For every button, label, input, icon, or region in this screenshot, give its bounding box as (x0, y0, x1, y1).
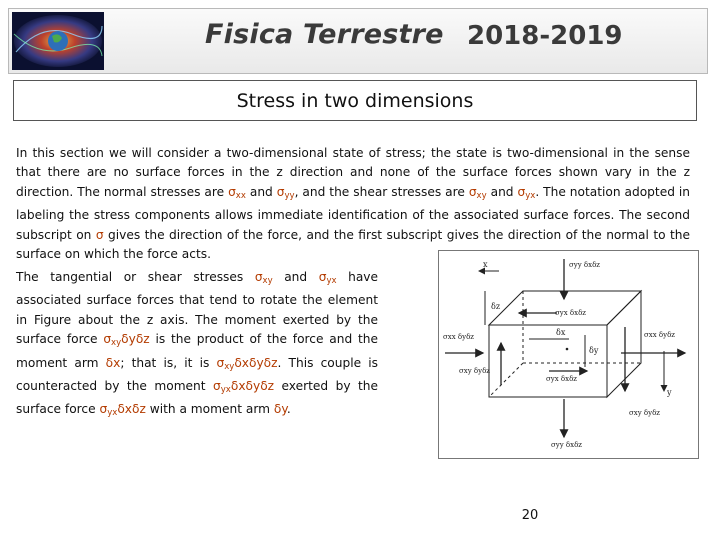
label-dy: δy (589, 346, 599, 355)
text-run: gives the direction of the force, and the first subscript gives the direction of the normal to the surface on which the force acts. (16, 227, 691, 262)
label-axis-y: y (667, 388, 672, 397)
stress-symbol: $\sigma_{xx}$ (228, 184, 246, 201)
label-axis-x: x (483, 260, 488, 269)
force-expression: $\sigma_{xy}\delta y\delta z$ (103, 332, 150, 349)
text-run: . This couple is counteracted by the moment (16, 355, 378, 394)
text-run: The tangential or shear stresses (16, 270, 255, 284)
moment-expression: $\sigma_{yx}\delta x\delta y\delta z$ (213, 379, 275, 396)
moment-arm: δx (105, 355, 121, 370)
label-dx: δx (556, 328, 566, 337)
label-syx-bottom: σyx δxδz (546, 375, 577, 383)
stress-symbol: $\sigma_{xy}$ (254, 270, 273, 286)
text-run: exerted by the surface force (16, 379, 378, 417)
text-run: have associated surface forces that tend to rotate the element in Figure about the z axis. The moment exerted by the surface force (16, 270, 379, 347)
stress-element-figure (438, 250, 699, 459)
stress-symbol: $\sigma_{yx}$ (318, 270, 337, 286)
text-run: ; that is, it is (120, 355, 217, 370)
page-number: 20 (521, 508, 539, 523)
stress-symbol: σ (95, 227, 104, 242)
cube-right-face (607, 291, 641, 397)
text-run: and (245, 184, 277, 199)
shear-paragraph (16, 268, 378, 424)
label-syx-top: σyx δxδz (555, 309, 586, 317)
text-run: . The notation adopted in labeling the stress components allows immediate identification of the associated surface forces. The second subscript on (16, 184, 690, 242)
label-syy-bottom: σyy δxδz (551, 441, 582, 449)
hidden-edge (489, 363, 523, 397)
course-title: Fisica Terrestre (205, 19, 444, 50)
moment-arm: δy (273, 402, 287, 417)
cube-front-face (489, 325, 607, 397)
text-run: is the product of the force and the moment arm (16, 332, 378, 370)
slide-title-box (13, 80, 697, 121)
header-banner (8, 8, 708, 74)
label-sxy-left: σxy δyδz (459, 367, 490, 375)
element-center (566, 348, 569, 351)
force-expression: $\sigma_{yx}\delta x\delta z$ (99, 402, 146, 419)
stress-symbol: $\sigma_{yx}$ (517, 184, 536, 201)
stress-symbol: $\sigma_{yy}$ (276, 184, 295, 201)
text-run: with a moment arm (145, 402, 274, 417)
text-run: and (272, 270, 319, 284)
label-dz: δz (491, 302, 501, 311)
text-run: and (486, 184, 518, 199)
label-syy-top: σyy δxδz (569, 261, 600, 269)
earth-magnetosphere-logo (12, 12, 104, 70)
text-run: In this section we will consider a two-dimensional state of stress; the state is two-dimensional in the sense that there are no surface forces in the z direction and none of the surface forces shown vary in the z direction. The normal stresses are (16, 146, 690, 199)
slide-title: Stress in two dimensions (236, 89, 474, 112)
label-sxx-right: σxx δyδz (644, 331, 675, 339)
text-run: , and the shear stresses are (294, 184, 469, 199)
label-sxx-left: σxx δyδz (443, 333, 474, 341)
label-sxy-right: σxy δyδz (629, 409, 660, 417)
stress-element-diagram (439, 251, 698, 458)
stress-symbol: $\sigma_{xy}$ (468, 184, 487, 201)
cube-top-face (489, 291, 641, 325)
intro-paragraph (16, 144, 690, 264)
text-run: . (286, 402, 291, 417)
academic-year: 2018-2019 (467, 21, 623, 51)
moment-expression: $\sigma_{xy}\delta x\delta y\delta z$ (216, 355, 278, 372)
